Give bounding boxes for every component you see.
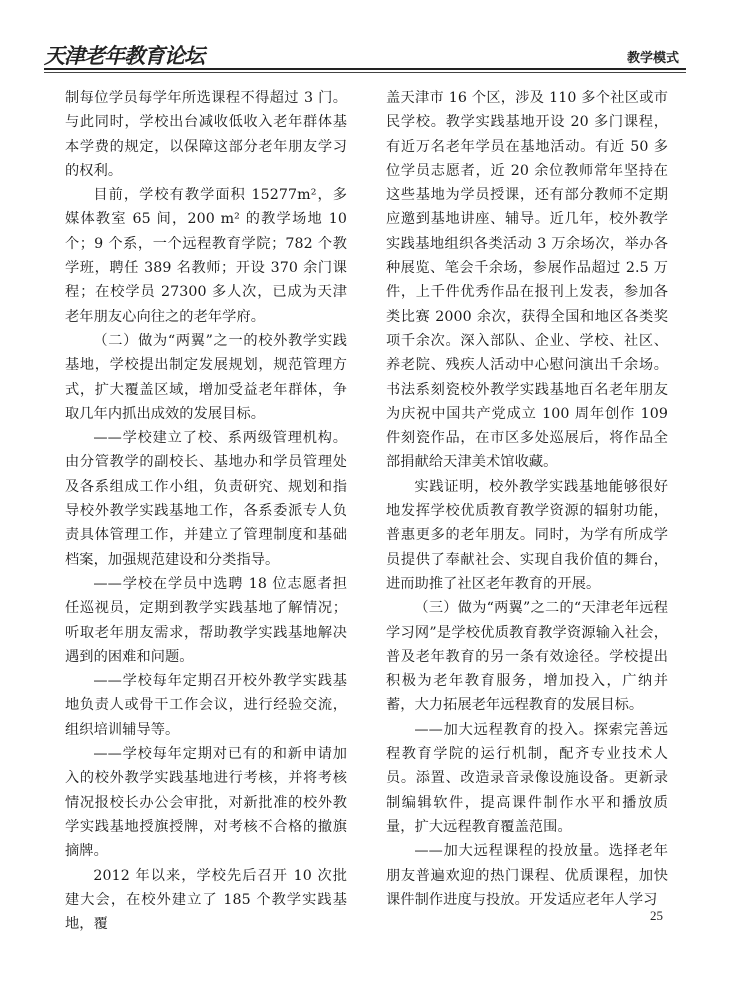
paragraph: 制每位学员每学年所选课程不得超过 3 门。与此同时，学校出台减收低收入老年群体基本学费的规定，以保障这部分老年朋友学习的权利。 <box>65 90 347 179</box>
paragraph: ——学校在学员中选聘 18 位志愿者担任巡视员，定期到教学实践基地了解情况；听取老年朋友需求，帮助教学实践基地解决遇到的困难和问题。 <box>65 575 347 665</box>
paragraph: ——学校每年定期召开校外教学实践基地负责人或骨干工作会议，进行经验交流，组织培训辅导等。 <box>65 673 347 738</box>
header-rule <box>44 68 686 70</box>
paragraph: ——加大远程课程的投放量。选择老年朋友普遍欢迎的热门课程、优质课程，加快课件制作进度与投放。开发适应老年人学习 <box>386 843 668 908</box>
paragraph: 实践证明，校外教学实践基地能够很好地发挥学校优质教育教学资源的辐射功能，普惠更多的老年朋友。同时，为学有所成学员提供了奉献社会、实现自我价值的舞台，进而助推了社区老年教育的开展。 <box>386 478 668 592</box>
left-column <box>65 86 347 936</box>
paragraph: ——学校建立了校、系两级管理机构。由分管教学的副校长、基地办和学员管理处及各系组成工作小组，负责研究、规划和指导校外教学实践基地工作，各系委派专人负责具体管理工作，并建立了管理制度和基础档案，加强规范建设和分类指导。 <box>65 430 347 568</box>
paragraph: （二）做为“两翼”之一的校外教学实践基地，学校提出制定发展规划，规范管理方式，扩大覆盖区域，增加受益老年群体，争取几年内抓出成效的发展目标。 <box>65 332 347 422</box>
paragraph: ——学校每年定期对已有的和新申请加入的校外教学实践基地进行考核，并将考核情况报校长办公会审批，对新批准的校外教学实践基地授旗授牌，对考核不合格的撤旗摘牌。 <box>65 746 347 860</box>
paragraph: 盖天津市 16 个区，涉及 110 多个社区或市民学校。教学实践基地开设 20 多门课程，有近万名老年学员在基地活动。有近 50 多位学员志愿者，近 20 余位教师常年坚持在这些基地为学员授课，还有部分教师不定期应邀到基地讲座、辅导。近几年，校外教学实践基地组织各类活动 3 万余场次，举办各种展览、笔会千余场，参展作品超过 2.5 万件，上千件优秀作品在报刊上发表，参加各类比赛 2000 余次，获得全国和地区各类奖项千余次。深入部队、企业、学校、社区、养老院、残疾人活动中心慰问演出千余场。书法系刻瓷校外教学实践基地百名老年朋友为庆祝中国共产党成立 100 周年创作 109 件刻瓷作品，在市区多处巡展后，将作品全部捐献给天津美术馆收藏。 <box>386 90 668 471</box>
masthead-title: 天津老年教育论坛 <box>44 43 204 68</box>
paragraph: （三）做为“两翼”之二的“天津老年远程学习网”是学校优质教育教学资源输入社会，普及老年教育的另一条有效途径。学校提出积极为老年教育服务，增加投入，广纳并蓄，大力拓展老年远程教育的发展目标。 <box>386 600 668 714</box>
section-label: 教学模式 <box>626 51 679 66</box>
header-rule-thin <box>44 72 686 73</box>
paragraph: ——加大远程教育的投入。探索完善远程教育学院的运行机制，配齐专业技术人员。添置、改造录音录像设施设备。更新录制编辑软件，提高课件制作水平和播放质量，扩大远程教育覆盖范围。 <box>386 721 668 835</box>
page-number: 25 <box>650 908 663 923</box>
paragraph: 目前，学校有教学面积 15277m²，多媒体教室 65 间，200 m² 的教学场地 10 个；9 个系，一个远程教育学院；782 个教学班，聘任 389 名教师；开设 370 余门课程；在校学员 27300 多人次，已成为天津老年朋友心向往之的老年学府。 <box>65 187 347 325</box>
paragraph: 2012 年以来，学校先后召开 10 次批建大会，在校外建立了 185 个教学实践基地，覆 <box>65 867 347 933</box>
right-column <box>386 86 668 912</box>
